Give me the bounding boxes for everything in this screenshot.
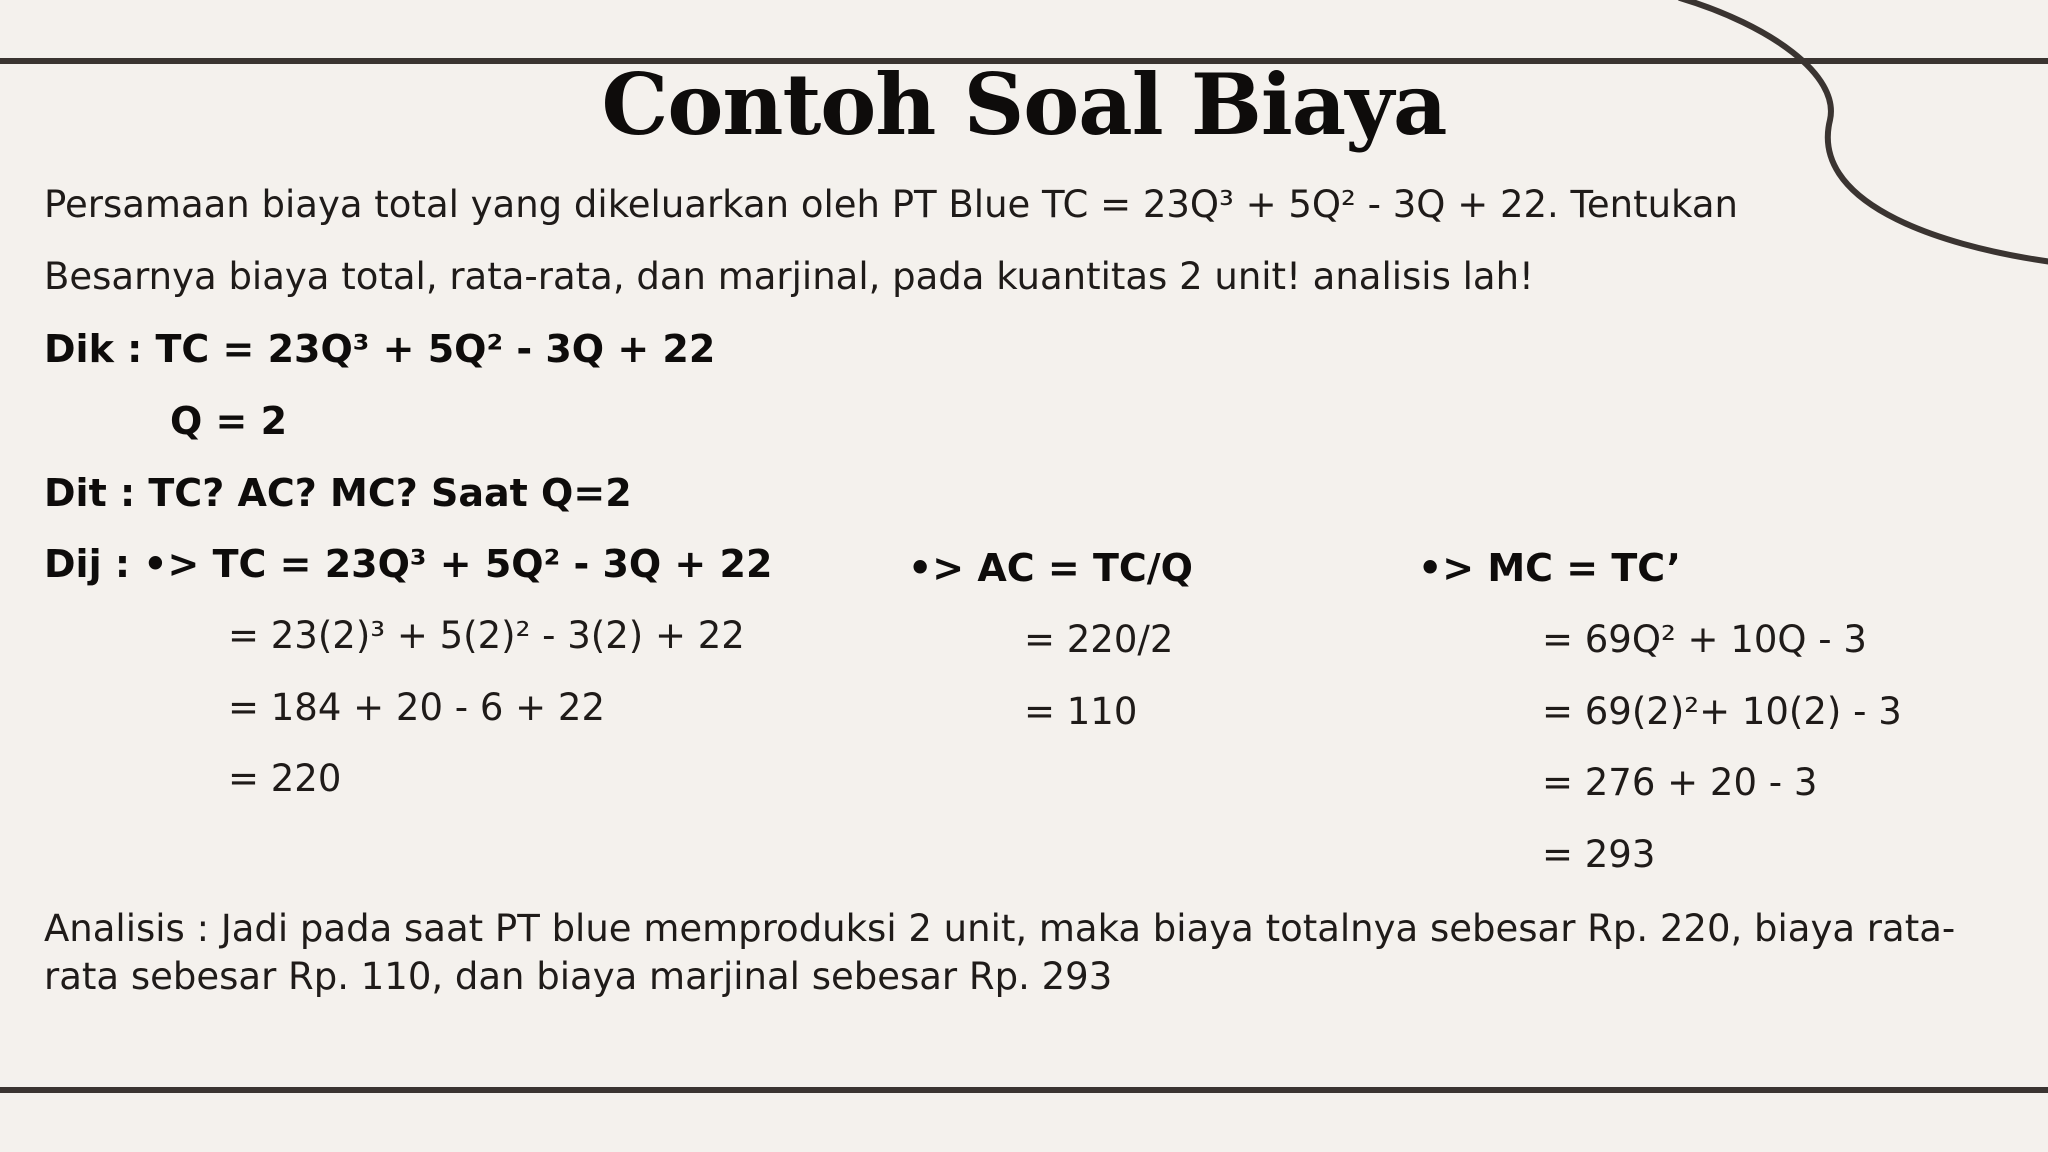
known-tc: Dik : TC = 23Q³ + 5Q² - 3Q + 22 <box>44 327 716 371</box>
answer-mc-header: •> MC = TC’ <box>1418 546 1681 590</box>
slide-title: Contoh Soal Biaya <box>601 55 1447 154</box>
mc-step-1: = 69Q² + 10Q - 3 <box>1542 618 1867 661</box>
known-q: Q = 2 <box>170 399 288 443</box>
mc-step-3: = 276 + 20 - 3 <box>1542 761 1818 804</box>
bottom-divider <box>0 1087 2048 1093</box>
mc-step-4: = 293 <box>1542 833 1656 876</box>
answer-ac-header: •> AC = TC/Q <box>908 546 1193 590</box>
ac-step-2: = 110 <box>1024 690 1138 733</box>
mc-step-2: = 69(2)²+ 10(2) - 3 <box>1542 690 1902 733</box>
asked-line: Dit : TC? AC? MC? Saat Q=2 <box>44 471 632 515</box>
ac-step-1: = 220/2 <box>1024 618 1174 661</box>
problem-line-2: Besarnya biaya total, rata-rata, dan marjinal, pada kuantitas 2 unit! analisis lah! <box>44 255 1534 298</box>
answer-tc-header: Dij : •> TC = 23Q³ + 5Q² - 3Q + 22 <box>44 542 773 586</box>
tc-step-1: = 23(2)³ + 5(2)² - 3(2) + 22 <box>228 614 745 657</box>
tc-step-3: = 220 <box>228 757 342 800</box>
analysis-paragraph: Analisis : Jadi pada saat PT blue memproduksi 2 unit, maka biaya totalnya sebesar Rp. 220, biaya rata-rata sebesar Rp. 110, dan biaya marjinal sebesar Rp. 293 <box>44 907 1956 998</box>
tc-step-2: = 184 + 20 - 6 + 22 <box>228 686 606 729</box>
problem-line-1: Persamaan biaya total yang dikeluarkan oleh PT Blue TC = 23Q³ + 5Q² - 3Q + 22. Tentukan <box>44 183 1738 226</box>
